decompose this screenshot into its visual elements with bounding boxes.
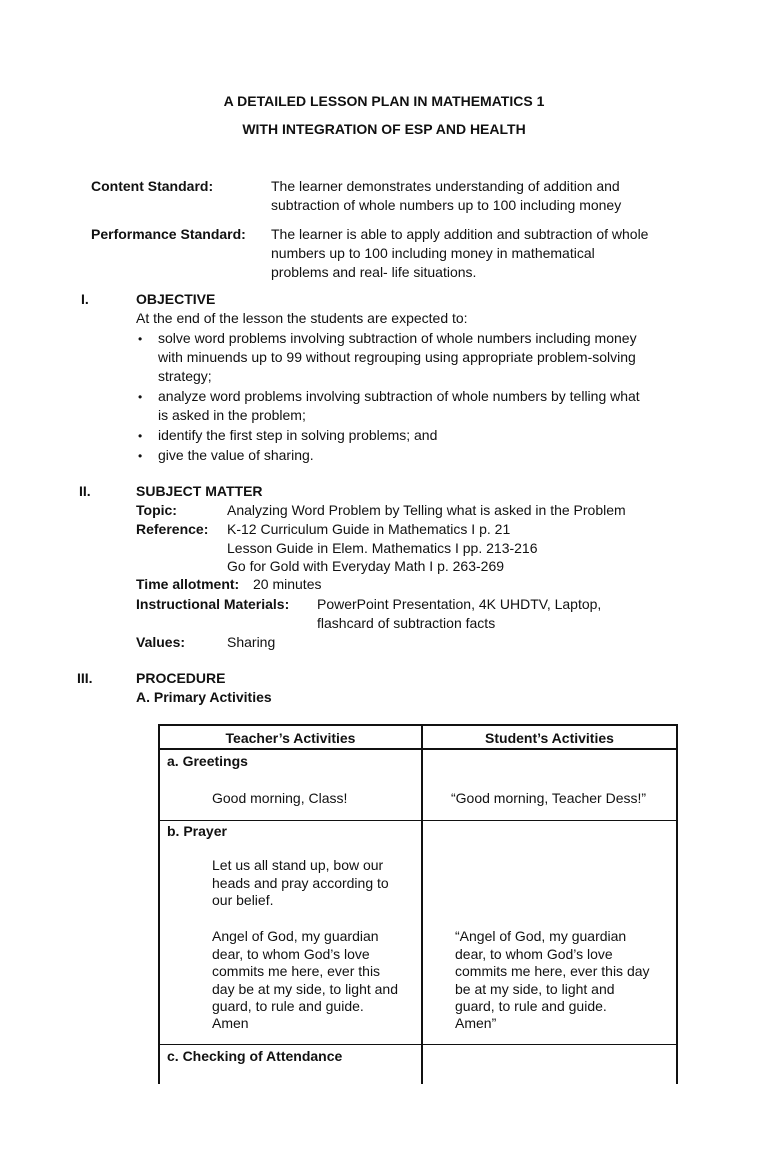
materials-label: Instructional Materials: — [136, 596, 290, 612]
prayer-teacher-text: Amen — [212, 1015, 249, 1031]
bullet-icon: • — [138, 429, 143, 443]
prayer-teacher-intro: our belief. — [212, 892, 274, 908]
list-item: with minuends up to 99 without regrouping using appropriate problem-solving — [158, 349, 636, 365]
content-standard-label: Content Standard: — [91, 178, 214, 194]
subject-matter-heading: SUBJECT MATTER — [136, 483, 263, 499]
materials-value: PowerPoint Presentation, 4K UHDTV, Laptop, — [317, 596, 602, 612]
content-standard-text: The learner demonstrates understanding of addition and — [271, 178, 620, 194]
student-activities-header: Student’s Activities — [485, 730, 614, 746]
performance-standard-label: Performance Standard: — [91, 226, 246, 242]
greetings-teacher: Good morning, Class! — [212, 790, 348, 806]
topic-value: Analyzing Word Problem by Telling what is asked in the Problem — [227, 502, 626, 518]
list-item: strategy; — [158, 368, 212, 384]
prayer-student-text: commits me here, ever this day — [455, 963, 650, 979]
time-allotment-value: 20 minutes — [253, 576, 322, 592]
reference-value: Lesson Guide in Elem. Mathematics I pp. 213-216 — [227, 540, 538, 556]
procedure-subheading: A. Primary Activities — [136, 689, 272, 705]
objective-heading: OBJECTIVE — [136, 291, 216, 307]
values-label: Values: — [136, 634, 186, 650]
section-numeral: III. — [77, 670, 93, 686]
list-item: analyze word problems involving subtraction of whole numbers by telling what — [158, 388, 640, 404]
prayer-student-text: dear, to whom God’s love — [455, 946, 613, 962]
time-allotment-label: Time allotment: — [136, 576, 240, 592]
list-item: give the value of sharing. — [158, 447, 314, 463]
greetings-student: “Good morning, Teacher Dess!” — [451, 790, 647, 806]
prayer-teacher-intro: heads and pray according to — [212, 875, 389, 891]
performance-standard-text: numbers up to 100 including money in mathematical — [271, 245, 595, 261]
prayer-teacher-text: dear, to whom God’s love — [212, 946, 370, 962]
prayer-teacher-text: guard, to rule and guide. — [212, 998, 364, 1014]
page-subtitle: WITH INTEGRATION OF ESP AND HEALTH — [242, 121, 526, 137]
procedure-heading: PROCEDURE — [136, 670, 226, 686]
reference-value: K-12 Curriculum Guide in Mathematics I p. 21 — [227, 521, 511, 537]
values-value: Sharing — [227, 634, 276, 650]
prayer-student-text: “Angel of God, my guardian — [455, 928, 627, 944]
prayer-teacher-text: commits me here, ever this — [212, 963, 381, 979]
list-item: is asked in the problem; — [158, 407, 306, 423]
topic-label: Topic: — [136, 502, 177, 518]
section-numeral: I. — [81, 291, 89, 307]
materials-value: flashcard of subtraction facts — [317, 615, 496, 631]
performance-standard-text: problems and real- life situations. — [271, 264, 477, 280]
list-item: identify the first step in solving problems; and — [158, 427, 438, 443]
attendance-label: c. Checking of Attendance — [167, 1048, 343, 1064]
reference-label: Reference: — [136, 521, 209, 537]
prayer-teacher-text: Angel of God, my guardian — [212, 928, 379, 944]
section-numeral: II. — [79, 483, 91, 499]
objective-intro: At the end of the lesson the students are expected to: — [136, 310, 468, 326]
bullet-icon: • — [138, 390, 143, 404]
prayer-student-text: guard, to rule and guide. — [455, 998, 607, 1014]
list-item: solve word problems involving subtraction of whole numbers including money — [158, 330, 637, 346]
greetings-label: a. Greetings — [167, 753, 248, 769]
activities-table — [158, 724, 678, 1084]
prayer-teacher-text: day be at my side, to light and — [212, 981, 398, 997]
teacher-activities-header: Teacher’s Activities — [225, 730, 356, 746]
bullet-icon: • — [138, 332, 143, 346]
performance-standard-text: The learner is able to apply addition and subtraction of whole — [271, 226, 649, 242]
page-title: A DETAILED LESSON PLAN IN MATHEMATICS 1 — [223, 93, 545, 109]
prayer-student-text: Amen” — [455, 1015, 497, 1031]
reference-value: Go for Gold with Everyday Math I p. 263-269 — [227, 558, 505, 574]
prayer-student-text: be at my side, to light and — [455, 981, 615, 997]
prayer-label: b. Prayer — [167, 823, 227, 839]
content-standard-text: subtraction of whole numbers up to 100 including money — [271, 197, 622, 213]
prayer-teacher-intro: Let us all stand up, bow our — [212, 857, 384, 873]
bullet-icon: • — [138, 449, 143, 463]
